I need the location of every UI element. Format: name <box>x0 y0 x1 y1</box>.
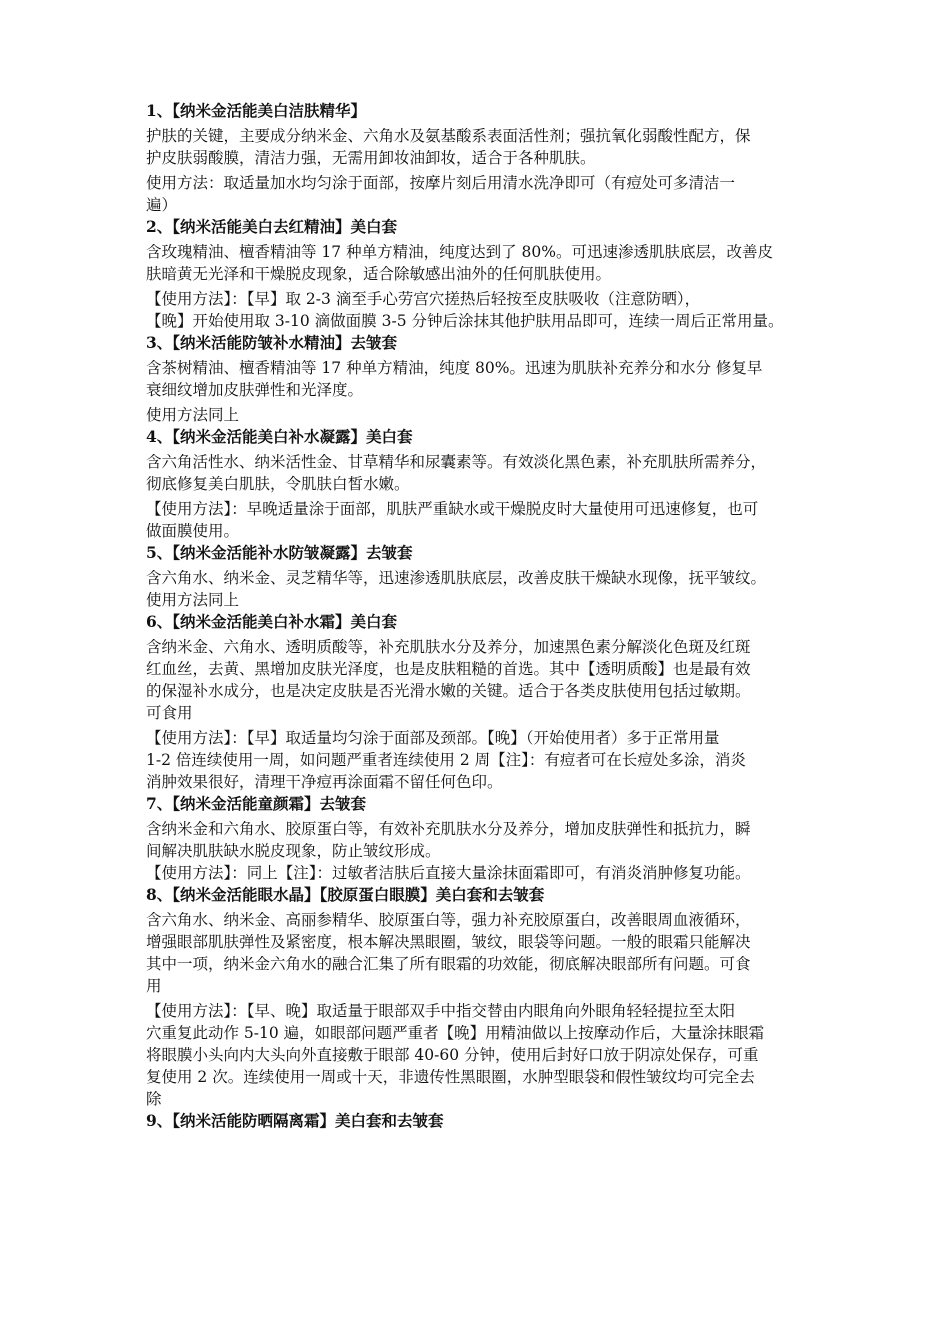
text-line: 其中一项，纳米金六角水的融合汇集了所有眼霜的功效能，彻底解决眼部所有问题。可食 <box>146 955 751 973</box>
paragraph <box>146 357 826 401</box>
text-line: 使用方法同上 <box>146 406 240 424</box>
section-title: 3、【纳米活能防皱补水精油】去皱套 <box>146 333 398 352</box>
text-line: 可食用 <box>146 704 193 722</box>
section-title: 4、【纳米金活能美白补水凝露】美白套 <box>146 427 413 446</box>
text-line: 肤暗黄无光泽和干燥脱皮现象，适合除敏感出油外的任何肌肤使用。 <box>146 265 612 283</box>
paragraph <box>146 498 826 542</box>
text-line: 含六角活性水、纳米活性金、甘草精华和尿囊素等。有效淡化黑色素，补充肌肤所需养分， <box>146 453 767 471</box>
text-line: 1-2 倍连续使用一周，如问题严重者连续使用 2 周【注】：有痘者可在长痘处多涂，消炎 <box>146 751 746 769</box>
paragraph <box>146 125 826 169</box>
text-line: 【使用方法】：【早】取适量均匀涂于面部及颈部。【晚】（开始使用者）多于正常用量 <box>146 729 720 747</box>
text-line: 护皮肤弱酸膜，清洁力强，无需用卸妆油卸妆，适合于各种肌肤。 <box>146 149 596 167</box>
text-line: 含玫瑰精油、檀香精油等 17 种单方精油，纯度达到了 80%。可迅速渗透肌肤底层，改善皮 <box>146 243 773 261</box>
section-title: 2、【纳米活能美白去红精油】美白套 <box>146 217 398 236</box>
text-line: 穴重复此动作 5-10 遍，如眼部问题严重者【晚】用精油做以上按摩动作后，大量涂抹眼霜 <box>146 1024 765 1042</box>
product-section <box>146 611 826 793</box>
section-title: 5、【纳米金活能补水防皱凝露】去皱套 <box>146 543 413 562</box>
text-line: 做面膜使用。 <box>146 522 240 540</box>
paragraph <box>146 818 826 884</box>
text-line: 将眼膜小头向内大头向外直接敷于眼部 40-60 分钟，使用后封好口放于阴凉处保存，可重 <box>146 1046 759 1064</box>
document-page <box>146 100 826 1132</box>
paragraph <box>146 909 826 997</box>
product-section <box>146 793 826 884</box>
paragraph <box>146 451 826 495</box>
text-line: 【使用方法】：【早】取 2-3 滴至手心劳宫穴搓热后轻按至皮肤吸收（注意防晒）， <box>146 290 701 308</box>
text-line: 含茶树精油、檀香精油等 17 种单方精油，纯度 80%。迅速为肌肤补充养分和水分 修复早 <box>146 359 763 377</box>
section-title: 1、【纳米金活能美白洁肤精华】 <box>146 101 367 120</box>
text-line: 衰细纹增加皮肤弹性和光泽度。 <box>146 381 364 399</box>
product-section <box>146 426 826 542</box>
text-line: 除 <box>146 1090 162 1108</box>
text-line: 【使用方法】：早晚适量涂于面部，肌肤严重缺水或干燥脱皮时大量使用可迅速修复，也可 <box>146 500 759 518</box>
text-line: 含六角水、纳米金、高丽参精华、胶原蛋白等，强力补充胶原蛋白，改善眼周血液循环， <box>146 911 751 929</box>
text-line: 含纳米金和六角水、胶原蛋白等，有效补充肌肤水分及养分，增加皮肤弹性和抵抗力，瞬 <box>146 820 751 838</box>
text-line: 使用方法同上 <box>146 591 240 609</box>
text-line: 的保湿补水成分，也是决定皮肤是否光滑水嫩的关键。适合于各类皮肤使用包括过敏期。 <box>146 682 751 700</box>
text-line: 护肤的关键，主要成分纳米金、六角水及氨基酸系表面活性剂；强抗氧化弱酸性配方，保 <box>146 127 751 145</box>
text-line: 使用方法：取适量加水均匀涂于面部，按摩片刻后用清水洗净即可（有痘处可多清洁一 <box>146 174 736 192</box>
text-line: 红血丝，去黄、黑增加皮肤光泽度，也是皮肤粗糙的首选。其中【透明质酸】也是最有效 <box>146 660 751 678</box>
text-line: 含六角水、纳米金、灵芝精华等，迅速渗透肌肤底层，改善皮肤干燥缺水现像，抚平皱纹。 <box>146 569 767 587</box>
section-title: 6、【纳米金活能美白补水霜】美白套 <box>146 612 398 631</box>
section-title: 7、【纳米金活能童颜霜】去皱套 <box>146 794 367 813</box>
paragraph <box>146 241 826 285</box>
text-line: 【晚】开始使用取 3-10 滴做面膜 3-5 分钟后涂抹其他护肤用品即可，连续一周后正常用量。 <box>146 312 784 330</box>
text-line: 消肿效果很好，清理干净痘再涂面霜不留任何色印。 <box>146 773 503 791</box>
paragraph <box>146 288 826 332</box>
product-section <box>146 542 826 611</box>
text-line: 增强眼部肌肤弹性及紧密度，根本解决黑眼圈，皱纹，眼袋等问题。一般的眼霜只能解决 <box>146 933 751 951</box>
product-section <box>146 100 826 216</box>
product-section <box>146 884 826 1110</box>
text-line: 用 <box>146 977 162 995</box>
paragraph <box>146 567 826 611</box>
product-section <box>146 1110 826 1132</box>
text-line: 【使用方法】：【早、晚】取适量于眼部双手中指交替由内眼角向外眼角轻轻提拉至太阳 <box>146 1002 736 1020</box>
product-section <box>146 216 826 332</box>
paragraph <box>146 636 826 724</box>
text-line: 彻底修复美白肌肤，令肌肤白皙水嫩。 <box>146 475 410 493</box>
paragraph <box>146 404 826 426</box>
paragraph <box>146 172 826 216</box>
text-line: 遍） <box>146 196 178 214</box>
text-line: 复使用 2 次。连续使用一周或十天，非遗传性黑眼圈，水肿型眼袋和假性皱纹均可完全去 <box>146 1068 755 1086</box>
section-title: 9、【纳米活能防晒隔离霜】美白套和去皱套 <box>146 1111 444 1130</box>
text-line: 间解决肌肤缺水脱皮现象，防止皱纹形成。 <box>146 842 441 860</box>
product-section <box>146 332 826 426</box>
text-line: 含纳米金、六角水、透明质酸等，补充肌肤水分及养分，加速黑色素分解淡化色斑及红斑 <box>146 638 751 656</box>
section-title: 8、【纳米金活能眼水晶】【胶原蛋白眼膜】美白套和去皱套 <box>146 885 545 904</box>
text-line: 【使用方法】：同上【注】：过敏者洁肤后直接大量涂抹面霜即可，有消炎消肿修复功能。 <box>146 864 751 882</box>
paragraph <box>146 727 826 793</box>
paragraph <box>146 1000 826 1110</box>
